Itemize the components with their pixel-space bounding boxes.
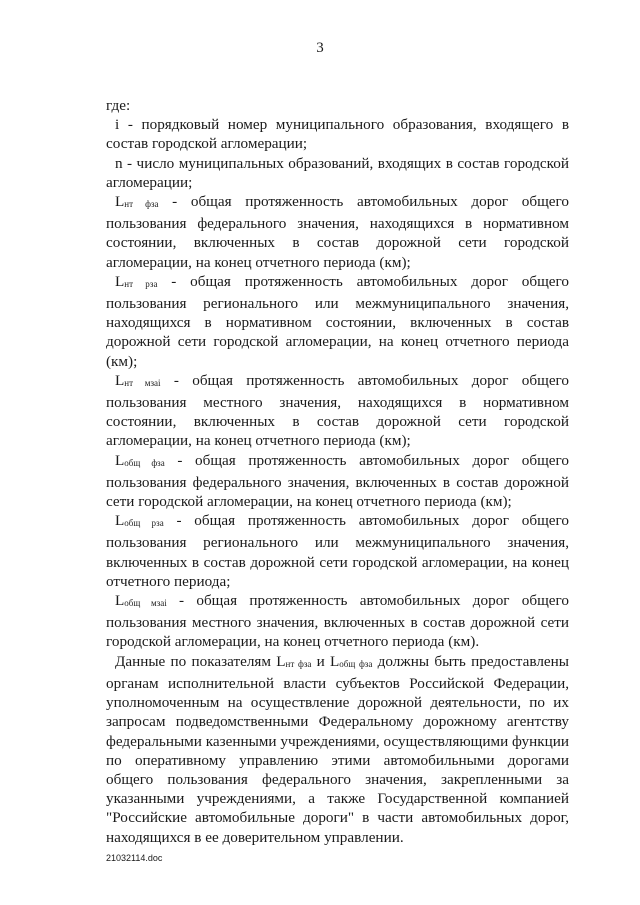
definition-l-nt-rza: Lнт рза - общая протяженность автомобильных дорог общего пользования регионального или межмуниципального значения, находящихся в нормативном состоянии, включенных в состав дорожной сети городской агломерации, на конец отчетного периода (км);: [106, 272, 569, 370]
definition-l-obsch-rza: Lобщ рза - общая протяженность автомобильных дорог общего пользования регионального или межмуниципального значения, включенных в состав дорожной сети городской агломерации, на конец отчетного периода;: [106, 512, 569, 590]
definition-n: n - число муниципальных образований, входящих в состав городской агломерации;: [106, 154, 569, 191]
intro-line: где:: [106, 97, 131, 114]
definition-i: i - порядковый номер муниципального образования, входящего в состав городской агломерации;: [106, 116, 569, 153]
document-body: [106, 96, 569, 847]
definition-l-nt-mzai: Lнт мзаi - общая протяженность автомобильных дорог общего пользования местного значения, находящихся в нормативном состоянии, включенных в состав дорожной сети городской агломерации, на конец отчетного периода (км);: [106, 371, 570, 450]
definition-l-obsch-mzai: Lобщ мзаi - общая протяженность автомобильных дорог общего пользования местного значения, включенных в состав дорожной сети городской агломерации, на конец отчетного периода (км).: [106, 592, 569, 651]
definition-l-obsch-fza: Lобщ фза - общая протяженность автомобильных дорог общего пользования федерального значения, включенных в состав дорожной сети городской агломерации, на конец отчетного периода (км);: [106, 451, 569, 511]
data-provision-paragraph: Данные по показателям Lнт фза и Lобщ фза должны быть предоставлены органам исполнительной власти субъектов Российской Федерации, уполномоченным на осуществление дорожной деятельности, по их запросам подведомственными Федеральному дорожному агентству федеральными казенными учреждениями, осуществляющими функции по оперативному управлению этими автомобильными дорогами общего пользования федерального значения, закрепленными за указанными учреждениями, а также Государственной компанией "Российские автомобильные дороги" в части автомобильных дорог, находящихся в ее доверительном управлении.: [106, 652, 569, 846]
file-name-footer: 21032114.doc: [106, 853, 163, 863]
definition-l-nt-fza: Lнт фза - общая протяженность автомобильных дорог общего пользования федерального значения, находящихся в нормативном состоянии, включенных в состав дорожной сети городской агломерации, на конец отчетного периода (км);: [106, 193, 569, 271]
page-number: 3: [316, 40, 324, 56]
